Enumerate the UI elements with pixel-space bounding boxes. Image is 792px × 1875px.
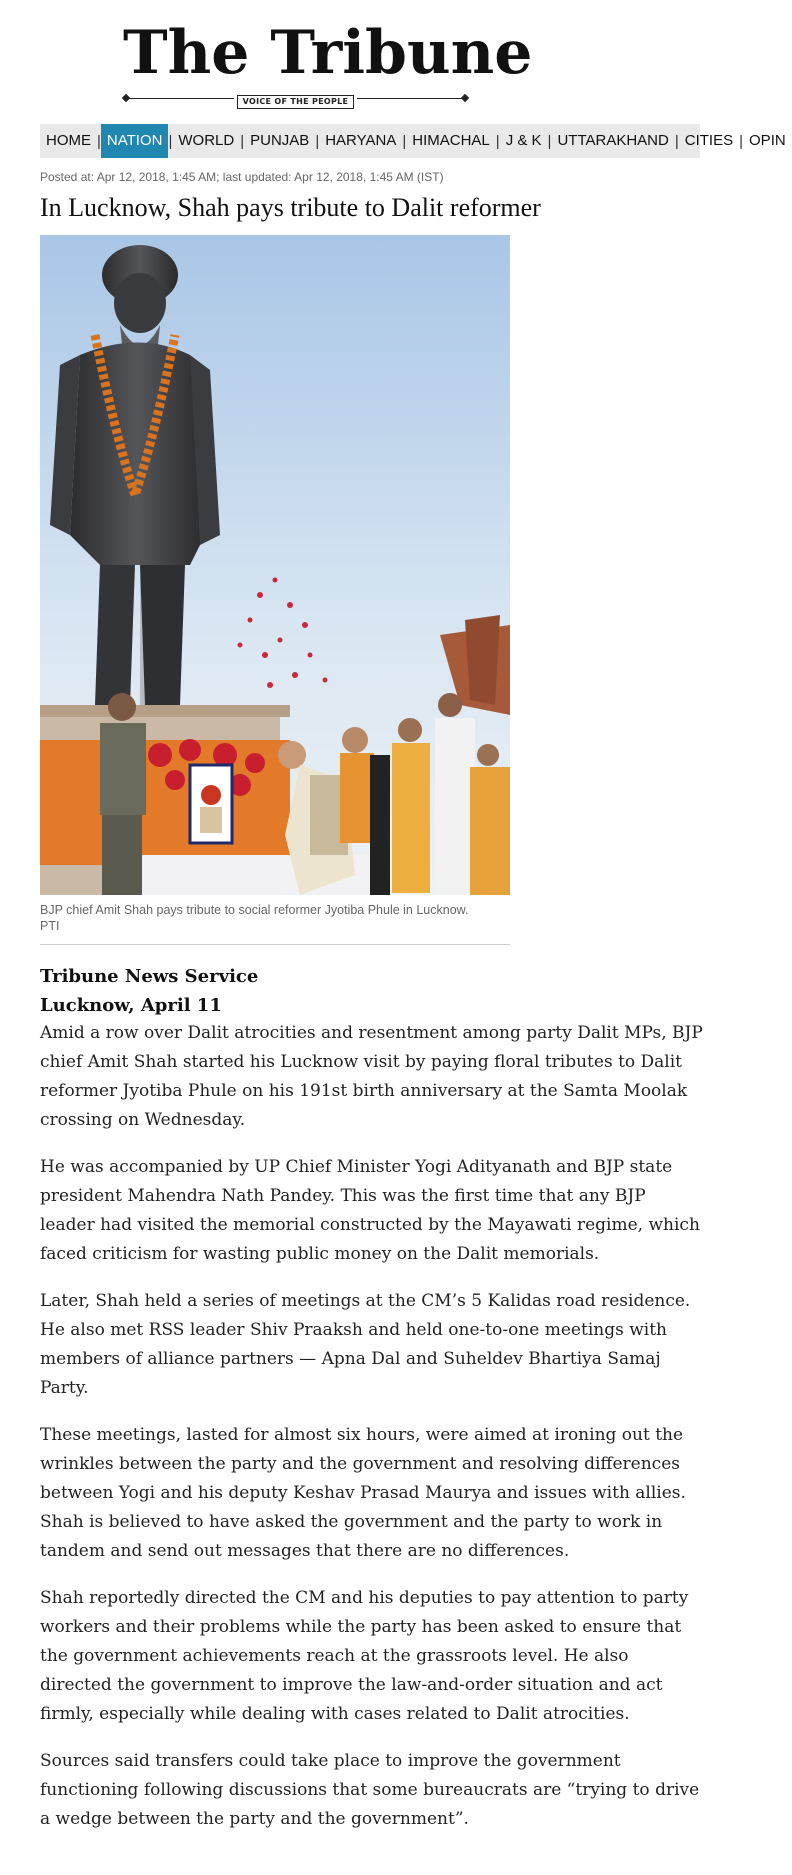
nav-separator: | [674,132,679,150]
nav-jk[interactable]: J & K [505,132,542,149]
tagline-row [123,90,468,108]
main-nav [40,124,786,158]
nav-uttarakhand[interactable]: UTTARAKHAND [557,132,669,149]
ornament-line [129,98,234,99]
nav-separator: | [739,132,744,150]
nav-home[interactable]: HOME [46,132,91,149]
nav-opinion[interactable]: OPIN [749,132,786,149]
nav-himachal[interactable]: HIMACHAL [412,132,490,149]
nav-cities[interactable]: CITIES [684,132,734,149]
byline [40,962,258,1020]
article-paragraph: These meetings, lasted for almost six hours, were aimed at ironing out the wrinkles between the party and the government and resolving differences between Yogi and his deputy Keshav Prasad Maurya and issues with allies. Shah is believed to have asked the government and the party to work in tandem and send out messages that there are no differences. [40,1425,686,1561]
masthead[interactable] [123,18,533,108]
ornament-line [357,98,462,99]
nav-world[interactable]: WORLD [178,132,235,149]
nav-haryana[interactable]: HARYANA [325,132,397,149]
headline: In Lucknow, Shah pays tribute to Dalit reformer [40,193,541,222]
posted-timestamp: Posted at: Apr 12, 2018, 1:45 AM; last updated: Apr 12, 2018, 1:45 AM (IST) [40,170,444,184]
tribune-logo[interactable]: The Tribune [123,18,533,88]
article-paragraph: Amid a row over Dalit atrocities and resentment among party Dalit MPs, BJP chief Amit Shah started his Lucknow visit by paying floral tributes to Dalit reformer Jyotiba Phule on his 191st birth anniversary at the Samta Moolak crossing on Wednesday. [40,1023,703,1130]
photo-caption: BJP chief Amit Shah pays tribute to social reformer Jyotiba Phule in Lucknow. PTI [40,903,469,933]
byline-agency: Tribune News Service [40,966,259,987]
nav-separator: | [240,132,245,150]
nav-separator: | [315,132,320,150]
article-paragraph: Shah reportedly directed the CM and his deputies to pay attention to party workers and their problems while the party has been asked to ensure that the government achievements reach at the grassroots level. He also directed the government to improve the law-and-order situation and act firmly, especially while dealing with cases related to Dalit atrocities. [40,1588,689,1724]
article-paragraph: Later, Shah held a series of meetings at the CM’s 5 Kalidas road residence. He also met RSS leader Shiv Praaksh and held one-to-one meetings with members of alliance partners — Apna Dal and Suheldev Bhartiya Samaj Party. [40,1291,691,1398]
byline-dateline: Lucknow, April 11 [40,995,222,1016]
nav-separator: | [168,132,173,150]
article-paragraph: Sources said transfers could take place to improve the government functioning following discussions that some bureaucrats are “trying to drive a wedge between the party and the government”. [40,1751,700,1829]
caption-divider [40,944,510,945]
nav-separator: | [402,132,407,150]
nav-separator: | [547,132,552,150]
ornament-dot [461,94,469,102]
nav-nation[interactable]: NATION [101,124,169,158]
nav-separator: | [97,132,101,150]
article-paragraph: He was accompanied by UP Chief Minister Yogi Adityanath and BJP state president Mahendra Nath Pandey. This was the first time that any BJP leader had visited the memorial constructed by the Mayawati regime, which faced criticism for wasting public money on the Dalit memorials. [40,1157,700,1264]
article-body [40,1019,705,1852]
tagline: VOICE OF THE PEOPLE [237,95,355,109]
nav-separator: | [495,132,500,150]
article-photo[interactable] [40,235,510,895]
nav-punjab[interactable]: PUNJAB [250,132,310,149]
